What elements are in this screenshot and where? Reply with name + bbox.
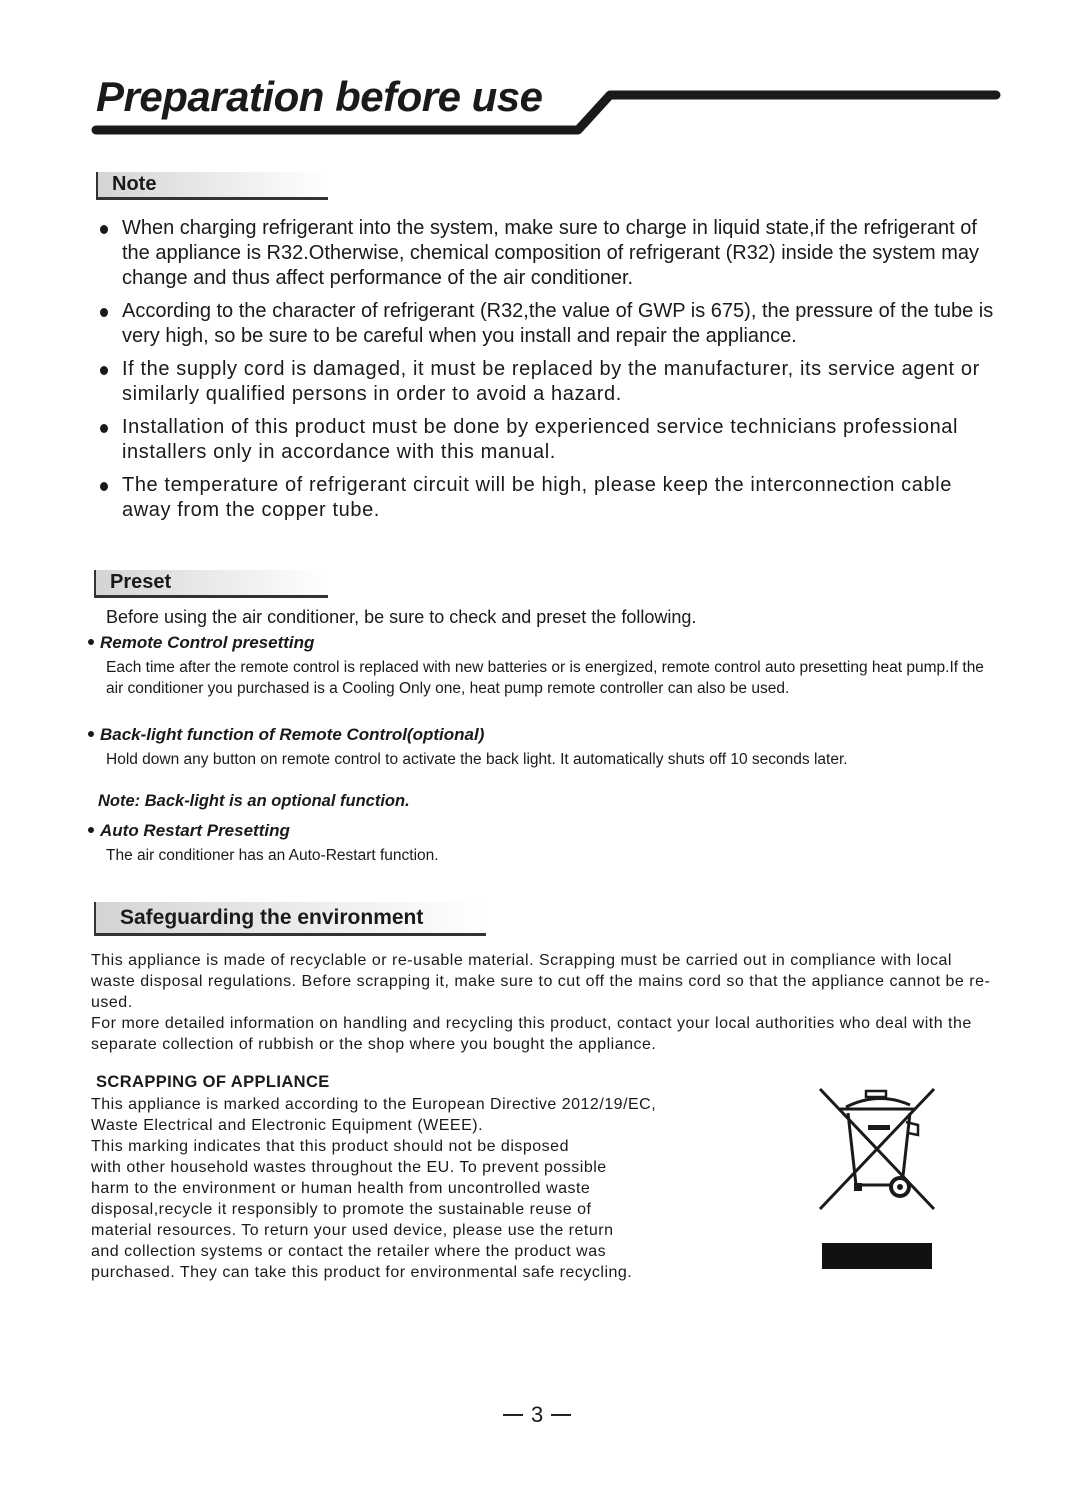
environment-paragraph: This appliance is made of recyclable or re-usable material. Scrapping must be carried out in compliance with local waste disposal regulations. Before scrapping it, make sure to cut off the mains cord so that the appliance cannot be re-used. — [91, 952, 991, 1011]
scrapping-line: material resources. To return your used device, please use the return — [91, 1222, 614, 1239]
scrapping-line: This marking indicates that this product should not be disposed — [91, 1138, 569, 1155]
preset-item-body: Hold down any button on remote control to activate the back light. It automatically shuts off 10 seconds later. — [106, 751, 848, 768]
title-underline-decoration — [90, 86, 1002, 146]
preset-item-body: The air conditioner has an Auto-Restart function. — [106, 847, 439, 864]
section-title: Safeguarding the environment — [120, 905, 424, 929]
preset-note: Note: Back-light is an optional function. — [98, 792, 410, 810]
note-item: According to the character of refrigerant (R32,the value of GWP is 675), the pressure of the tube is very high, so be sure to be careful when you install and repair the appliance. — [100, 299, 1000, 349]
scrapping-line: This appliance is marked according to the European Directive 2012/19/EC, — [91, 1096, 657, 1113]
preset-item-title: Back-light function of Remote Control(optional) — [100, 725, 485, 744]
weee-crossed-bin-icon — [818, 1087, 936, 1212]
section-header-note — [96, 172, 328, 200]
section-header-environment — [94, 902, 486, 936]
preset-item-remote-control — [88, 633, 988, 699]
weee-solid-bar — [822, 1243, 932, 1269]
section-title: Preset — [110, 571, 172, 593]
scrapping-line: purchased. They can take this product for environmental safe recycling. — [91, 1264, 633, 1281]
page-number-value: 3 — [531, 1402, 544, 1427]
dash-decoration — [503, 1414, 523, 1416]
section-header-preset — [94, 570, 328, 598]
note-item: The temperature of refrigerant circuit will be high, please keep the interconnection cable away from the copper tube. — [100, 473, 1000, 523]
scrapping-title: SCRAPPING OF APPLIANCE — [96, 1073, 330, 1091]
note-item: When charging refrigerant into the system, make sure to charge in liquid state,if the refrigerant of the appliance is R32.Otherwise, chemical composition of refrigerant (R32) inside the system may change and thus affect performance of the air conditioner. — [100, 216, 1000, 291]
scrapping-line: and collection systems or contact the retailer where the product was — [91, 1243, 607, 1260]
note-list — [100, 216, 1000, 531]
note-item: Installation of this product must be done by experienced service technicians professional installers only in accordance with this manual. — [100, 415, 1000, 465]
section-title: Note — [112, 173, 157, 195]
preset-item-title: Remote Control presetting — [100, 633, 315, 652]
preset-item-auto-restart — [88, 821, 988, 866]
scrapping-line: with other household wastes throughout the EU. To prevent possible — [91, 1159, 607, 1176]
preset-intro: Before using the air conditioner, be sure to check and preset the following. — [106, 607, 697, 627]
environment-text — [91, 950, 991, 1055]
preset-item-backlight — [88, 725, 988, 770]
bullet-icon — [88, 731, 94, 737]
preset-item-body: Each time after the remote control is replaced with new batteries or is energized, remote control auto presetting heat pump.If the air conditioner you purchased is a Cooling Only one, heat pump remote controller can also be used. — [106, 659, 984, 697]
page-number — [503, 1402, 571, 1428]
bullet-icon — [88, 639, 94, 645]
dash-decoration — [551, 1414, 571, 1416]
scrapping-text — [91, 1094, 791, 1283]
preset-item-title: Auto Restart Presetting — [100, 821, 290, 840]
scrapping-line: disposal,recycle it responsibly to promote the sustainable reuse of — [91, 1201, 592, 1218]
note-item: If the supply cord is damaged, it must be replaced by the manufacturer, its service agent or similarly qualified persons in order to avoid a hazard. — [100, 357, 1000, 407]
scrapping-line: harm to the environment or human health from uncontrolled waste — [91, 1180, 591, 1197]
bullet-icon — [88, 827, 94, 833]
environment-paragraph: For more detailed information on handling and recycling this product, contact your local authorities who deal with the separate collection of rubbish or the shop where you bought the appliance. — [91, 1015, 972, 1053]
page-title: Preparation before use — [96, 73, 543, 120]
scrapping-line: Waste Electrical and Electronic Equipment (WEEE). — [91, 1117, 484, 1134]
